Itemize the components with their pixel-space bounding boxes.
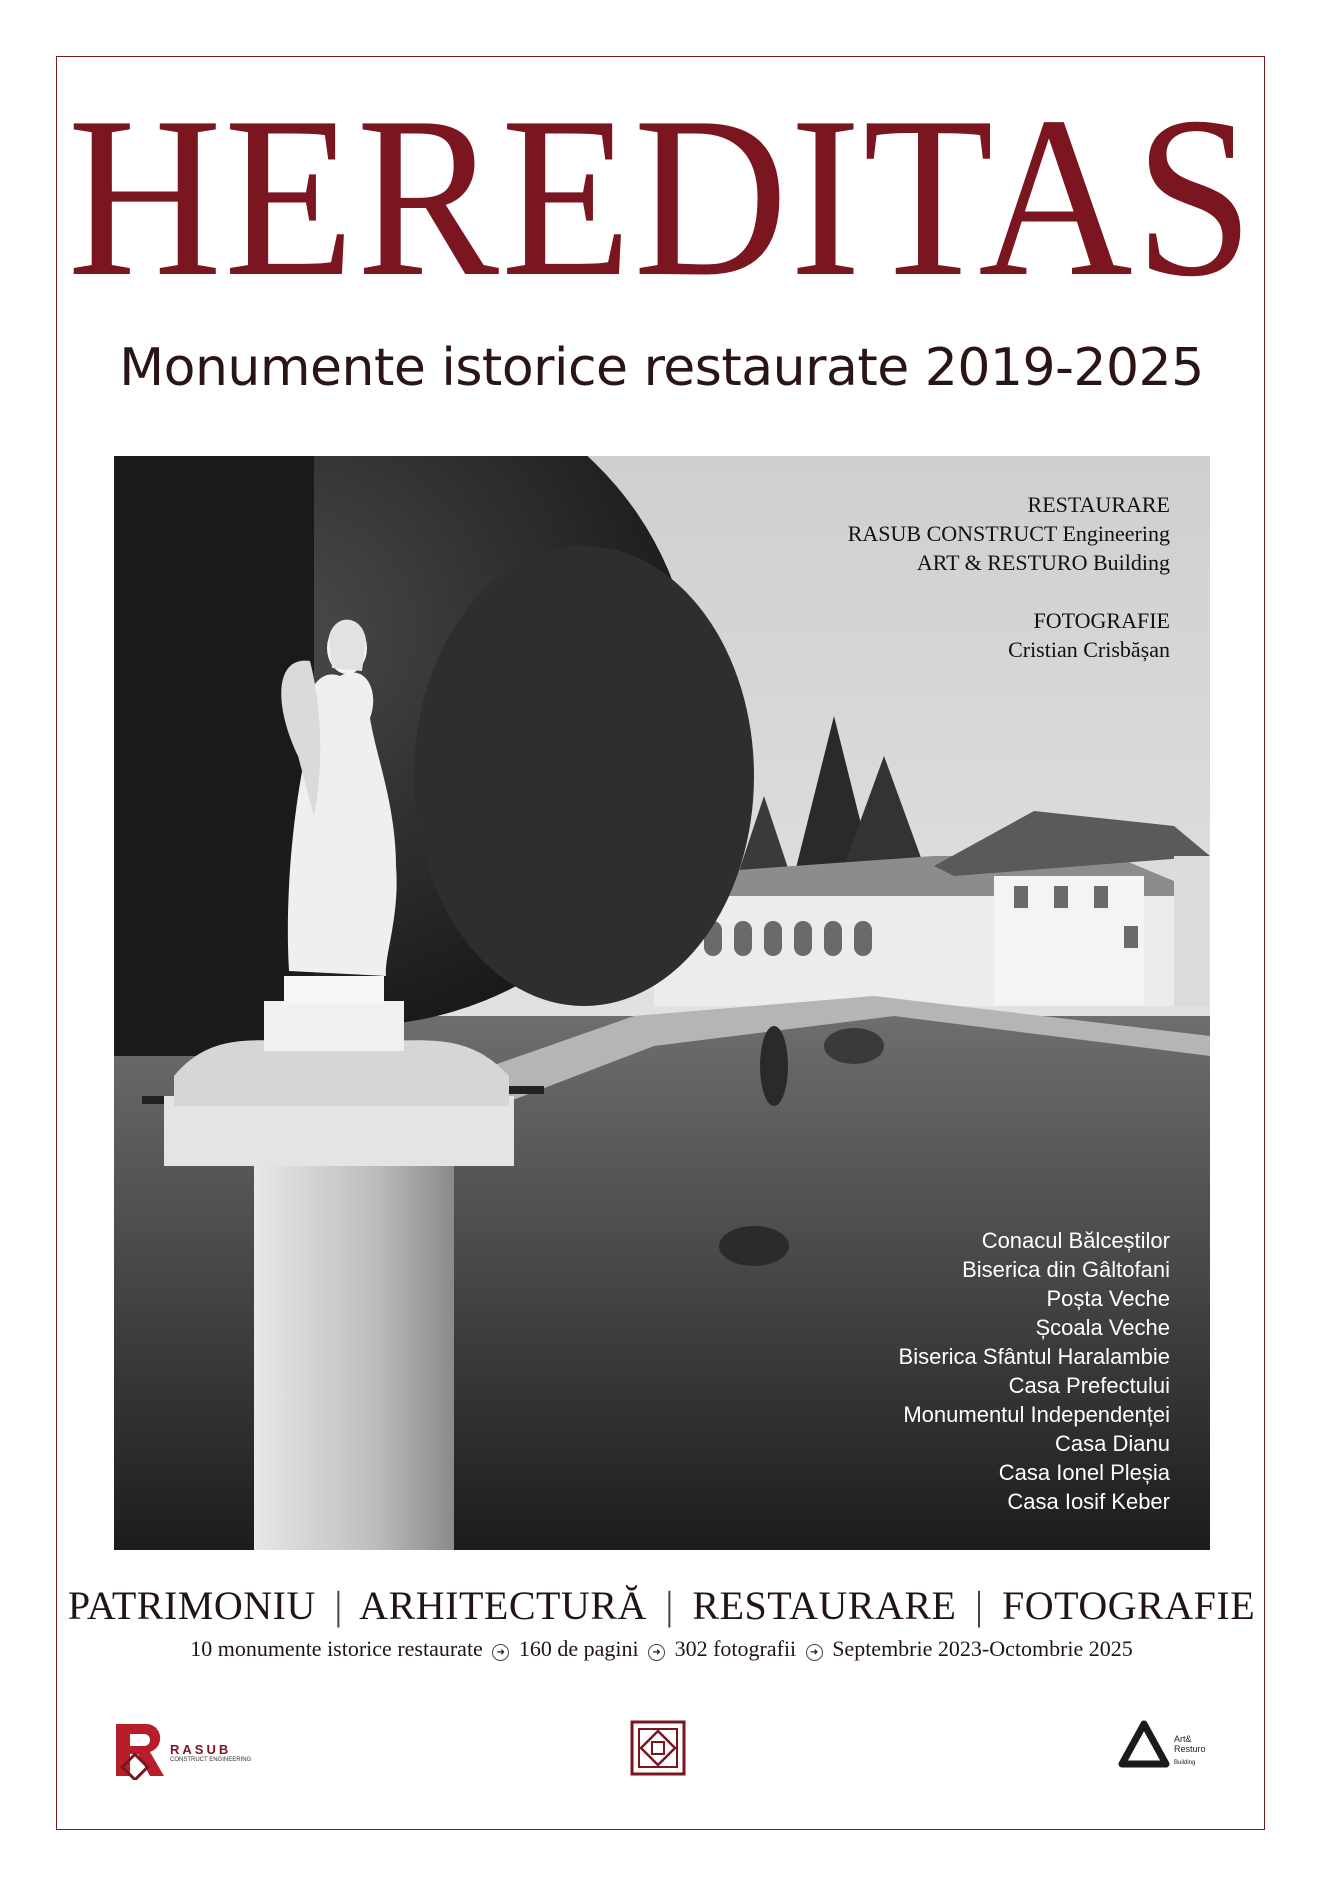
monument-item: Poșta Veche bbox=[1046, 1286, 1170, 1311]
monument-item: Biserica Sfântul Haralambie bbox=[898, 1344, 1170, 1369]
category-separator: | bbox=[665, 1583, 674, 1628]
category-patrimoniu: PATRIMONIU bbox=[67, 1583, 316, 1628]
rasub-logo-icon bbox=[112, 1720, 170, 1780]
arrow-right-icon: ➜ bbox=[806, 1644, 823, 1661]
rasub-logo bbox=[112, 1720, 252, 1780]
category-arhitectura: ARHITECTURĂ bbox=[359, 1583, 647, 1628]
stat-monuments: 10 monumente istorice restaurate bbox=[190, 1636, 483, 1661]
credits-fotografie-heading: FOTOGRAFIE bbox=[1033, 608, 1170, 633]
category-separator: | bbox=[334, 1583, 343, 1628]
monument-item: Conacul Bălceștilor bbox=[981, 1228, 1170, 1253]
monument-item: Monumentul Independenței bbox=[903, 1402, 1170, 1427]
category-fotografie: FOTOGRAFIE bbox=[1001, 1583, 1256, 1628]
monument-item: Casa Prefectului bbox=[1008, 1373, 1170, 1398]
poster-subtitle: Monumente istorice restaurate 2019-2025 bbox=[119, 338, 1204, 398]
stat-pages: 160 de pagini bbox=[518, 1636, 639, 1661]
arrow-right-icon: ➜ bbox=[648, 1644, 665, 1661]
monument-item: Casa Dianu bbox=[1055, 1431, 1170, 1456]
category-separator: | bbox=[974, 1583, 984, 1628]
cover-photo bbox=[114, 456, 1210, 1550]
poster-title: HEREDITAS bbox=[67, 69, 1256, 324]
rasub-logo-sub: CONSTRUCT ENGINEERING bbox=[170, 1757, 252, 1763]
credits-restaurare-heading: RESTAURARE bbox=[1027, 492, 1170, 517]
art-resturo-logo-icon bbox=[1118, 1720, 1170, 1772]
art-resturo-logo-name: Art& Resturo bbox=[1174, 1734, 1206, 1754]
credits-fotografie-name: Cristian Crisbășan bbox=[1008, 637, 1170, 662]
monument-item: Școala Veche bbox=[1035, 1315, 1170, 1340]
monument-item: Casa Iosif Keber bbox=[1007, 1489, 1170, 1514]
categories-line bbox=[0, 1582, 1323, 1629]
credits-restaurare-line2: ART & RESTURO Building bbox=[916, 550, 1170, 575]
art-resturo-logo bbox=[1118, 1720, 1228, 1780]
rasub-logo-name: RASUB bbox=[170, 1742, 232, 1757]
stats-line bbox=[0, 1636, 1323, 1662]
art-resturo-logo-sub: Building bbox=[1174, 1760, 1196, 1766]
monument-item: Biserica din Gâltofani bbox=[962, 1257, 1170, 1282]
hereditas-emblem-icon bbox=[630, 1720, 686, 1776]
stat-photos: 302 fotografii bbox=[674, 1636, 797, 1661]
arrow-right-icon: ➜ bbox=[492, 1644, 509, 1661]
monument-item: Casa Ionel Pleșia bbox=[998, 1460, 1170, 1485]
credits-block bbox=[848, 490, 1170, 664]
stat-period: Septembrie 2023-Octombrie 2025 bbox=[832, 1636, 1133, 1661]
hereditas-emblem bbox=[630, 1720, 686, 1776]
credits-restaurare-line1: RASUB CONSTRUCT Engineering bbox=[847, 521, 1170, 546]
category-restaurare: RESTAURARE bbox=[692, 1583, 957, 1628]
monuments-list bbox=[899, 1226, 1170, 1516]
